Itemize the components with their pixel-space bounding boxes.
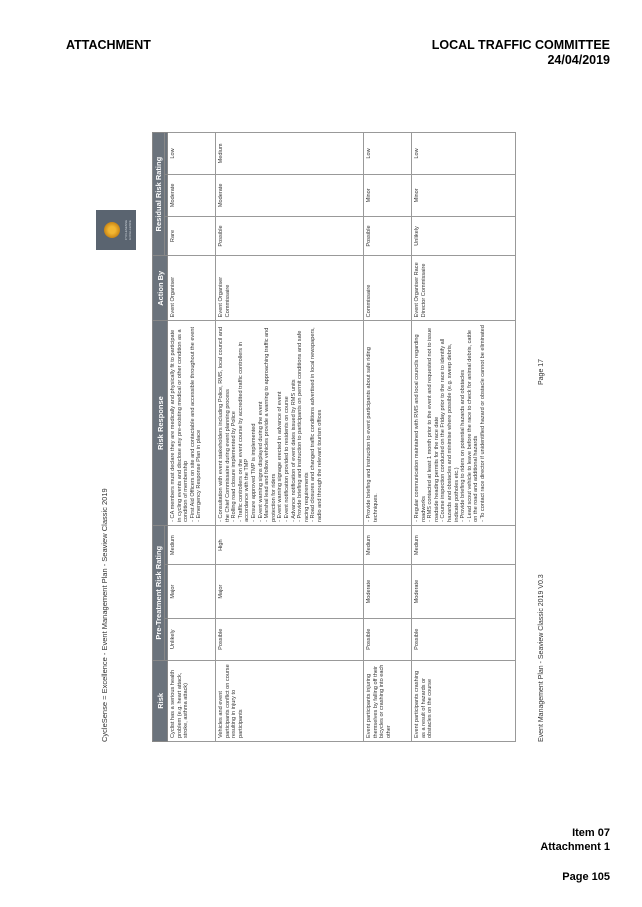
- document-page-number: Page 17: [538, 358, 545, 385]
- response-line: - Lead scout vehicle to leave before the race to check for animal debris, cattle on the road and additional hazards: [466, 330, 480, 522]
- item-number: Item 07: [572, 827, 610, 839]
- pre-consequence: Moderate: [364, 565, 412, 618]
- response-line: - RMS contacted at least 1 month prior to the event and requested not to issue roadside heading permits for the race date: [427, 327, 440, 522]
- pre-rating: Medium: [168, 525, 216, 565]
- item-reference: [540, 826, 610, 854]
- pre-rating: High: [216, 525, 364, 565]
- committee-date: 24/04/2019: [547, 53, 610, 67]
- residual-consequence: Moderate: [216, 174, 364, 216]
- pre-consequence: Moderate: [412, 565, 516, 618]
- response-line: - CA members must declare they are medically and physically fit to participate in cycling events and disclose any pre-existing medical or other condition as a condition of membership: [170, 329, 190, 522]
- response-line: - Regular communication maintained with RMS and local councils regarding roadworks: [414, 334, 427, 522]
- attachment-heading: ATTACHMENT: [66, 38, 151, 52]
- response-cell: [412, 321, 516, 526]
- page-number: Page 105: [562, 871, 610, 883]
- risk-cell: Event participants crashing as a result of hazards or obstacles on the course: [412, 660, 516, 741]
- table-row: [168, 133, 216, 742]
- pre-likelihood: Possible: [412, 618, 516, 660]
- logo-emblem-icon: [104, 222, 120, 238]
- pre-consequence: Major: [168, 565, 216, 618]
- committee-title: LOCAL TRAFFIC COMMITTEE: [431, 38, 610, 52]
- pre-likelihood: Unlikely: [168, 618, 216, 660]
- response-line: - Ensure approved TMP is implemented: [250, 423, 257, 522]
- residual-likelihood: Possible: [364, 216, 412, 256]
- response-line: - To contact race director if unidentified hazard or obstacle cannot be eliminated: [479, 325, 486, 522]
- risk-cell: Event participants injuring themselves by falling off their bicycles or crashing into each other: [364, 660, 412, 741]
- table-row: [412, 133, 516, 742]
- response-line: - First Aid Officers on site and contactable and accessible throughout the event: [189, 327, 196, 522]
- residual-consequence: Minor: [412, 174, 516, 216]
- pre-rating: Medium: [364, 525, 412, 565]
- residual-rating: Low: [412, 133, 516, 175]
- risk-cell: Cyclist has a serious health problem (e.g. heart attack, stroke, asthma attack): [168, 660, 216, 741]
- residual-likelihood: Unlikely: [412, 216, 516, 256]
- pre-likelihood: Possible: [216, 618, 364, 660]
- response-cell: [168, 321, 216, 526]
- header-risk: Risk: [153, 660, 168, 741]
- response-line: - Traffic controllers on the event course by accredited traffic controllers in accordance with the TMP: [237, 342, 251, 522]
- response-line: - Advance notification of event dates issued by RMS units: [290, 379, 297, 522]
- response-line: - Provide briefing to riders on potential hazards and obstacles: [460, 369, 467, 522]
- committee-heading: [432, 38, 610, 68]
- action-cell: Event Organiser: [168, 256, 216, 321]
- response-line: - Rolling road closure implemented by Police: [231, 411, 238, 522]
- residual-rating: Low: [168, 133, 216, 175]
- residual-likelihood: Possible: [216, 216, 364, 256]
- pre-likelihood: Possible: [364, 618, 412, 660]
- response-line: - Event warning signs displayed during the event: [257, 401, 264, 522]
- response-line: - Course inspection conducted on the Friday prior to the race to identify all hazards and obstacles and minimise where possible (e.g. sweep debris, indicate potholes etc.): [440, 338, 460, 522]
- header-pre-treatment: Pre-Treatment Risk Rating: [153, 525, 165, 660]
- response-line: - Provide briefing and instruction to participants on permit conditions and safe racing requirements: [297, 330, 310, 522]
- response-line: - Event warning signage erected in advance of event: [277, 391, 284, 522]
- attachment-number: Attachment 1: [540, 841, 610, 853]
- document-title: CycleSense = Excellence - Event Management Plan - Seaview Classic 2019: [100, 488, 109, 742]
- response-line: - Emergency Response Plan in place: [196, 429, 203, 522]
- residual-consequence: Minor: [364, 174, 412, 216]
- table-row: [216, 133, 364, 742]
- response-cell: [364, 321, 412, 526]
- rotated-document-page: [90, 108, 570, 760]
- header-action-by: Action By: [153, 256, 168, 321]
- pre-consequence: Major: [216, 565, 364, 618]
- header-residual: Residual Risk Rating: [153, 133, 165, 256]
- risk-cell: Vehicles and event participants conflict on course resulting in injury to participants: [216, 660, 364, 741]
- table-header-row: [153, 133, 165, 742]
- table-row: [364, 133, 412, 742]
- pre-rating: Medium: [412, 525, 516, 565]
- response-line: - Provide briefing and instruction to event participants about safe riding techniques.: [366, 347, 379, 522]
- response-line: - Event notification provided to residents on course: [283, 396, 290, 522]
- action-cell: Commissaire: [364, 256, 412, 321]
- residual-rating: Medium: [216, 133, 364, 175]
- response-line: - Consultation with event stakeholders including Police, RMS, local council and the Chief Commissaire during event planning process: [218, 326, 231, 522]
- response-line: - Marshal lead and follow vehicles provide a warning to approaching traffic and protection for riders: [264, 327, 277, 522]
- header-risk-response: Risk Response: [153, 321, 168, 526]
- response-line: - Road closures and changed traffic conditions advertised in local newspapers, radio and through the relevant tourism offices: [310, 327, 323, 522]
- residual-consequence: Moderate: [168, 174, 216, 216]
- response-cell: [216, 321, 364, 526]
- action-cell: Event Organiser Race Director Commissaire: [412, 256, 516, 321]
- residual-likelihood: Rare: [168, 216, 216, 256]
- action-cell: Event Organiser Commissaire: [216, 256, 364, 321]
- document-footer-left: Event Management Plan - Seaview Classic 2019 V0.3: [538, 574, 545, 742]
- logo-caption: CYCLESENSE EXCELLENCE: [124, 219, 132, 241]
- residual-rating: Low: [364, 133, 412, 175]
- cyclesense-logo: [96, 210, 136, 250]
- risk-table: [152, 132, 516, 742]
